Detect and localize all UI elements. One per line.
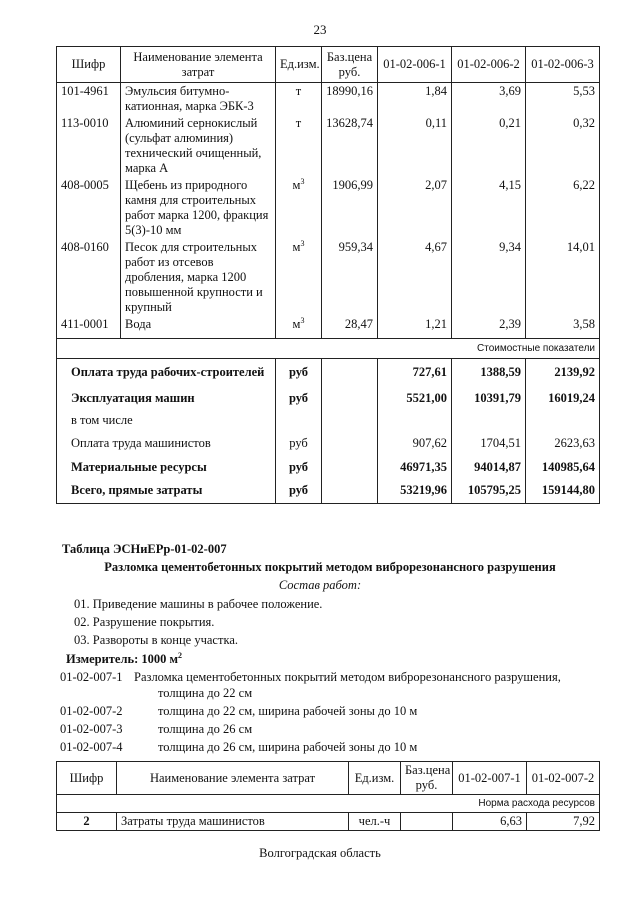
row-name: Затраты труда машинистов [117, 813, 349, 831]
item-code: 01-02-007-4 [60, 740, 123, 754]
summary-v1: 727,61 [378, 358, 452, 386]
summary-label: Всего, прямые затраты [57, 479, 276, 503]
summary-unit: руб [276, 479, 322, 503]
work-item: 02. Разрушение покрытия. [74, 615, 215, 629]
summary-v3: 140985,64 [526, 455, 600, 479]
summary-v1: 5521,00 [378, 386, 452, 410]
summary-v2: 94014,87 [452, 455, 526, 479]
table-row [57, 813, 600, 831]
table-row [57, 177, 600, 239]
row-unit: $м^3$ [276, 316, 322, 338]
summary-row [57, 431, 600, 455]
row-price: 1906,99 [322, 177, 378, 239]
summary-v2: 105795,25 [452, 479, 526, 503]
item-code: 01-02-007-1 [60, 670, 123, 684]
row-code: 113-0010 [57, 115, 121, 177]
works-title: Состав работ: [278, 578, 362, 592]
row-name: Песок для строительных работ из отсевов дробления, марка 1200 повышенной крупности и крупный [121, 239, 276, 316]
summary-empty [322, 431, 378, 455]
summary-row [57, 455, 600, 479]
resources-table-1 [56, 46, 600, 504]
row-v2: 9,34 [452, 239, 526, 316]
row-v3: 14,01 [526, 239, 600, 316]
summary-unit: руб [276, 455, 322, 479]
header-col3: 01-02-006-3 [526, 47, 600, 83]
item-text: толщина до 22 см [158, 686, 253, 700]
summary-v3: 2139,92 [526, 358, 600, 386]
row-code: 408-0160 [57, 239, 121, 316]
summary-empty [322, 358, 378, 386]
row-code: 2 [57, 813, 117, 831]
resources-table-2 [56, 761, 600, 831]
header-unit: Ед.изм. [349, 762, 401, 795]
header-col2: 01-02-007-2 [527, 762, 600, 795]
header-price: Баз.цена руб. [322, 47, 378, 83]
row-v3: 6,22 [526, 177, 600, 239]
summary-empty [452, 410, 526, 431]
measure-label: Измеритель: 1000 $м^2$ [66, 650, 183, 666]
summary-unit: руб [276, 358, 322, 386]
row-v2: 2,39 [452, 316, 526, 338]
row-name: Алюминий сернокислый (сульфат алюминия) технический очищенный, марка А [121, 115, 276, 177]
row-unit: т [276, 83, 322, 116]
header-name: Наименование элемента затрат [121, 47, 276, 83]
summary-v2: 1388,59 [452, 358, 526, 386]
table-row [57, 115, 600, 177]
row-unit: $м^3$ [276, 177, 322, 239]
summary-unit: руб [276, 431, 322, 455]
row-v2: 7,92 [527, 813, 600, 831]
summary-empty [276, 410, 322, 431]
item-code: 01-02-007-2 [60, 704, 123, 718]
row-name: Эмульсия битумно-катионная, марка ЭБК-3 [121, 83, 276, 116]
row-v1: 6,63 [453, 813, 527, 831]
row-price: 959,34 [322, 239, 378, 316]
summary-v1: 46971,35 [378, 455, 452, 479]
header-name: Наименование элемента затрат [117, 762, 349, 795]
summary-v1: 53219,96 [378, 479, 452, 503]
item-text: Разломка цементобетонных покрытий методом виброрезонансного разрушения, [134, 670, 561, 684]
row-code: 411-0001 [57, 316, 121, 338]
work-item: 03. Развороты в конце участка. [74, 633, 238, 647]
row-code: 408-0005 [57, 177, 121, 239]
row-unit: т [276, 115, 322, 177]
summary-v3: 16019,24 [526, 386, 600, 410]
row-v1: 1,84 [378, 83, 452, 116]
item-text: толщина до 26 см, ширина рабочей зоны до 10 м [158, 740, 418, 754]
work-item: 01. Приведение машины в рабочее положение. [74, 597, 323, 611]
header-col1: 01-02-006-1 [378, 47, 452, 83]
row-code: 101-4961 [57, 83, 121, 116]
row-v3: 0,32 [526, 115, 600, 177]
row-name: Вода [121, 316, 276, 338]
row-price [401, 813, 453, 831]
table-title: Таблица ЭСНиЕРр-01-02-007 [62, 542, 227, 556]
row-name: Щебень из природного камня для строительных работ марка 1200, фракция 5(3)-10 мм [121, 177, 276, 239]
summary-empty [322, 455, 378, 479]
section-subtitle: Разломка цементобетонных покрытий методом виброрезонансного разрушения [104, 560, 556, 574]
header-col1: 01-02-007-1 [453, 762, 527, 795]
row-v2: 3,69 [452, 83, 526, 116]
row-price: 13628,74 [322, 115, 378, 177]
row-v3: 5,53 [526, 83, 600, 116]
row-v1: 2,07 [378, 177, 452, 239]
norm-label: Норма расхода ресурсов [57, 795, 600, 813]
summary-empty [378, 410, 452, 431]
row-v2: 4,15 [452, 177, 526, 239]
row-v1: 4,67 [378, 239, 452, 316]
row-v2: 0,21 [452, 115, 526, 177]
summary-unit: руб [276, 386, 322, 410]
header-col2: 01-02-006-2 [452, 47, 526, 83]
summary-empty [322, 410, 378, 431]
summary-empty [322, 479, 378, 503]
summary-label: в том числе [57, 410, 276, 431]
summary-label: Оплата труда машинистов [57, 431, 276, 455]
summary-row [57, 358, 600, 386]
row-unit: $м^3$ [276, 239, 322, 316]
table-row [57, 316, 600, 338]
row-v1: 1,21 [378, 316, 452, 338]
table-row [57, 239, 600, 316]
header-unit: Ед.изм. [276, 47, 322, 83]
header-code: Шифр [57, 762, 117, 795]
page-number: 23 [313, 22, 327, 37]
summary-empty [526, 410, 600, 431]
summary-empty [322, 386, 378, 410]
row-v1: 0,11 [378, 115, 452, 177]
cost-indicators-label: Стоимостные показатели [57, 338, 600, 358]
table-row [57, 83, 600, 116]
summary-label: Эксплуатация машин [57, 386, 276, 410]
summary-v3: 2623,63 [526, 431, 600, 455]
row-price: 18990,16 [322, 83, 378, 116]
summary-v2: 10391,79 [452, 386, 526, 410]
summary-row [57, 386, 600, 410]
footer-region: Волгоградская область [259, 846, 381, 860]
header-price: Баз.цена руб. [401, 762, 453, 795]
row-unit: чел.-ч [349, 813, 401, 831]
summary-label: Материальные ресурсы [57, 455, 276, 479]
summary-label: Оплата труда рабочих-строителей [57, 358, 276, 386]
summary-row [57, 479, 600, 503]
summary-v3: 159144,80 [526, 479, 600, 503]
row-v3: 3,58 [526, 316, 600, 338]
item-text: толщина до 22 см, ширина рабочей зоны до 10 м [158, 704, 418, 718]
item-code: 01-02-007-3 [60, 722, 123, 736]
row-price: 28,47 [322, 316, 378, 338]
summary-v2: 1704,51 [452, 431, 526, 455]
summary-row [57, 410, 600, 431]
item-text: толщина до 26 см [158, 722, 253, 736]
header-code: Шифр [57, 47, 121, 83]
summary-v1: 907,62 [378, 431, 452, 455]
